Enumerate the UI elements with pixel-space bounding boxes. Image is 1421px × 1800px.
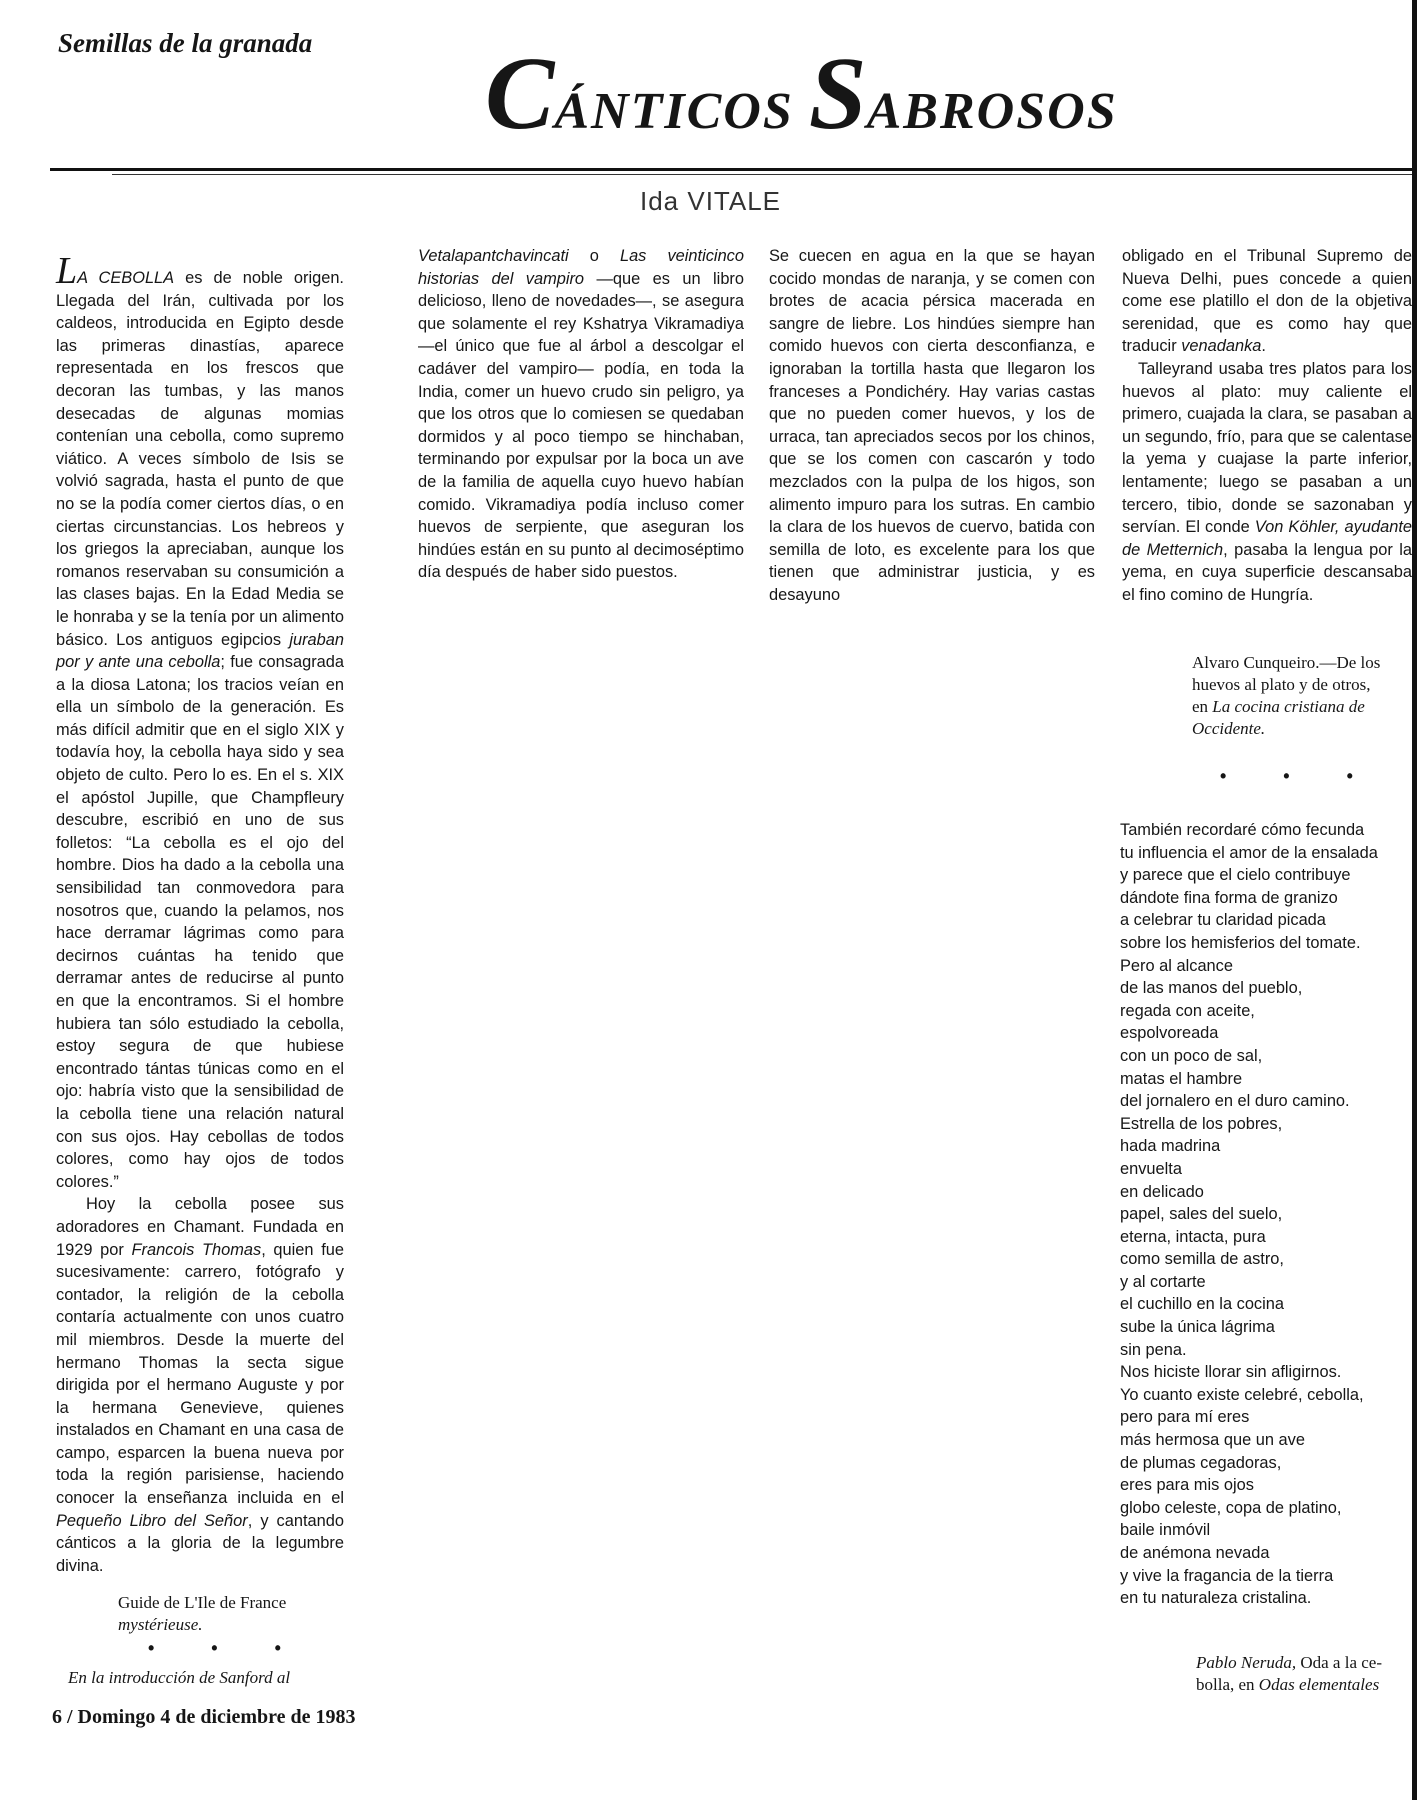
poem-line: eres para mis ojos — [1120, 1476, 1254, 1495]
attribution-neruda — [1196, 1652, 1414, 1696]
poem-line: eterna, intacta, pura — [1120, 1227, 1266, 1246]
title-word-2: ABROSOS — [866, 83, 1118, 140]
text: en — [1192, 697, 1213, 716]
text-italic: Vetalapantchavincati — [418, 247, 569, 265]
poem-line: espolvoreada — [1120, 1024, 1219, 1043]
article-column-2 — [418, 245, 744, 584]
text-italic: Las veinticinco historias del vampiro — [418, 247, 744, 288]
attribution-line: Guide de L'Ile de France — [118, 1593, 287, 1612]
title-initial-s: S — [808, 36, 867, 151]
poem-line: más hermosa que un ave — [1120, 1431, 1305, 1450]
paragraph — [56, 250, 344, 1193]
poem-line: Estrella de los pobres, — [1120, 1114, 1283, 1133]
poem-line: de las manos del pueblo, — [1120, 979, 1303, 998]
poem-line: baile inmóvil — [1120, 1521, 1211, 1540]
text-italic: Francois Thomas — [131, 1240, 262, 1259]
poem-line: matas el hambre — [1120, 1069, 1243, 1088]
poem-line: y vive la fragancia de la tierra — [1120, 1566, 1334, 1585]
article-column-4 — [1122, 245, 1412, 607]
poem-line: Nos hiciste llorar sin afligirnos. — [1120, 1363, 1342, 1382]
attribution-line: mystérieuse. — [118, 1615, 203, 1634]
paragraph — [1122, 358, 1412, 607]
poem-line: papel, sales del suelo, — [1120, 1205, 1283, 1224]
poem-line: También recordaré cómo fecunda — [1120, 821, 1365, 839]
paragraph: Se cuecen en agua en la que se hayan cocido mondas de naranja, y se comen con brotes de acacia pérsica macerada en sangre de liebre. Los hindúes siempre han comido huevos con cierta desconfianza, e ignoraban la tortilla hasta que llegaron los franceses a Pondichéry. Hay varias castas que no pueden comer huevos, y los de urraca, tan apreciados secos por los chinos, que se los comen con cascarón y todo mezclados con la pulpa de los higos, son alimento impuro para los sutras. En cambio la clara de los huevos de cuervo, batida con semilla de loto, es excelente para los que tienen que administrar justicia, y es desayuno — [769, 247, 1095, 604]
poem-line: regada con aceite, — [1120, 1001, 1255, 1020]
poem-line: pero para mí eres — [1120, 1408, 1250, 1427]
poem-line: como semilla de astro, — [1120, 1250, 1284, 1269]
text-italic: Pablo Neruda, — [1196, 1653, 1301, 1672]
page-edge — [1412, 0, 1417, 1800]
section-divider-dots: • • • — [1220, 766, 1379, 786]
poem-line: sobre los hemisferios del tomate. — [1120, 933, 1361, 952]
attribution-line — [1196, 1652, 1414, 1674]
title-rule-thin — [112, 174, 1412, 175]
page-title — [485, 36, 1185, 151]
poem-line: de plumas cegadoras, — [1120, 1453, 1282, 1472]
paragraph — [1122, 245, 1412, 358]
page-footer: 6 / Domingo 4 de diciembre de 1983 — [52, 1706, 356, 1728]
text: —que es un libro delicioso, lleno de novedades—, se asegura que solamente el rey Kshatrya Vikramadiya —el único que fue al árbol a descolgar el cadáver del vampiro— podía, en toda la India, comer un huevo crudo sin peligro, ya que los otros que lo comiesen se quedaban dormidos y al poco tiempo se hinchaban, terminando por expulsar por la boca un ave de la familia de aquella cuyo huevo habían comido. Vikramadiya podía incluso comer huevos de serpiente, que aseguran los hindúes están en su punto al decimoséptimo día después de haber sido puestos. — [418, 269, 745, 582]
poem-line: y parece que el cielo contribuye — [1120, 866, 1351, 885]
article-column-3 — [769, 245, 1095, 607]
paragraph — [56, 1193, 344, 1577]
text: , quien fue sucesivamente: carrero, fotógrafo y contador, la religión de la cebolla contaría actualmente con unos cuatro mil miembros. Desde la muerte del hermano Thomas la secta sigue dirigida por el hermano Auguste y por la hermana Genevieve, quienes instalados en Chamant en una casa de campo, esparcen la buena nueva por toda la región parisiense, haciendo conocer la enseñanza incluida en el — [56, 1240, 344, 1508]
poem-line: el cuchillo en la cocina — [1120, 1295, 1285, 1314]
poem-line: en tu naturaleza cristalina. — [1120, 1589, 1312, 1608]
text: obligado en el Tribunal Supremo de Nueva Delhi, pues concede a quien come ese platillo el don de la objetiva serenidad, que es como hay que traducir — [1122, 247, 1412, 356]
section-divider-dots: • • • — [148, 1638, 307, 1658]
text: es de noble origen. Llegada del Irán, cultivada por los caldeos, introducida en Egipto desde las primeras dinastías, aparece representada en los frescos que decoran las tumbas, y las manos desecadas de algunas momias contenían una cebolla, como supremo viático. A veces símbolo de Isis se volvió sagrada, hasta el punto de que no se la podía comer ciertos días, o en ciertas circunstancias. Los hebreos y los griegos la apreciaban, aunque los romanos reservaban su consumición a las clases bajas. En la Edad Media se le honraba y se la tenía por un alimento básico. Los antiguos egipcios — [56, 269, 344, 649]
attribution-line: Alvaro Cunqueiro.—De los — [1192, 653, 1381, 672]
text: , y cantando cánticos a la gloria de la legumbre divina. — [56, 1511, 344, 1575]
attribution-line: Occidente. — [1192, 719, 1266, 738]
lead-words: A CEBOLLA — [77, 269, 175, 287]
footnote-text: En la introducción de Sanford al — [68, 1668, 291, 1687]
text-italic: La cocina cristiana de — [1212, 697, 1365, 716]
text: o — [568, 247, 620, 265]
poem-line: tu influencia el amor de la ensalada — [1120, 843, 1378, 862]
text: . — [1261, 337, 1266, 356]
section-title: Semillas de la granada — [58, 28, 313, 58]
article-column-1 — [56, 250, 344, 1577]
poem-line: dándote fina forma de granizo — [1120, 888, 1338, 907]
poem-line: Pero al alcance — [1120, 956, 1233, 975]
attribution-line — [1192, 696, 1414, 718]
poem-line: a celebrar tu claridad picada — [1120, 911, 1326, 930]
text: Oda a la ce- — [1300, 1653, 1382, 1672]
text: ; fue consagrada a la diosa Latona; los tracios veían en ella un símbolo de la generación. Es más difícil admitir que en el siglo XIX y todavía hoy, la cebolla haya sido y sea objeto de culto. Pero lo es. En el s. XIX el apóstol Jupille, que Champfleury descubre, escribió en uno de sus folletos: “La cebolla es el ojo del hombre. Dios ha dado a la cebolla una sensibilidad tan conmovedora para nosotros que, cuando la pelamos, nos hace derramar lágrimas como para decirnos cuántas ha tenido que derramar antes de reducirse al punto en que la encontramos. Si el hombre hubiera tan sólo estudiado la cebolla, estoy segura de que hubiese encontrado tántas túnicas como en el ojo: habría visto que la sensibilidad de la cebolla tiene una relación natural con sus ojos. Hay cebollas de todos colores, como hay ojos de todos colores.” — [56, 653, 344, 1191]
attribution-line: huevos al plato y de otros, — [1192, 675, 1371, 694]
poem-line: hada madrina — [1120, 1137, 1221, 1156]
text-italic: juraban por y ante una cebolla — [56, 630, 344, 672]
text: bolla, en — [1196, 1675, 1259, 1694]
title-initial-c: C — [485, 36, 555, 151]
poem-line: sin pena. — [1120, 1340, 1187, 1359]
poem-line: Yo cuanto existe celebré, cebolla, — [1120, 1385, 1364, 1404]
text-italic: venadanka — [1181, 337, 1262, 356]
drop-cap: L — [56, 250, 78, 292]
attribution-cunqueiro — [1192, 652, 1414, 740]
paragraph — [418, 245, 744, 584]
poem-line: con un poco de sal, — [1120, 1046, 1263, 1065]
poem-line: sube la única lágrima — [1120, 1318, 1275, 1337]
text: Talleyrand usaba tres platos para los huevos al plato: muy caliente el primero, cuajada la clara, se pasaban a un segundo, frío, para que se calentase la yema y cuajase la parte inferior, lentamente; luego se pasaban a un tercero, tibio, donde se sazonaban y servían. El conde — [1122, 359, 1412, 537]
text: , pasaba la lengua por la yema, en cuya superficie descansaba el fino comino de Hungría. — [1122, 540, 1412, 604]
title-rule — [50, 168, 1412, 171]
poem-line: envuelta — [1120, 1159, 1182, 1178]
poem-line: del jornalero en el duro camino. — [1120, 1092, 1350, 1111]
attribution-guide — [118, 1592, 286, 1636]
title-word-1: ÁNTICOS — [554, 83, 809, 140]
poem-line: globo celeste, copa de platino, — [1120, 1498, 1342, 1517]
text-italic: Pequeño Libro del Señor — [56, 1511, 248, 1530]
author-byline: Ida VITALE — [639, 186, 782, 216]
attribution-line — [1196, 1674, 1414, 1696]
poem-excerpt — [1120, 819, 1412, 1610]
text: Hoy la cebolla posee sus adoradores en Chamant. Fundada en 1929 por — [56, 1195, 344, 1259]
poem-line: de anémona nevada — [1120, 1544, 1270, 1562]
poem-line: en delicado — [1120, 1182, 1204, 1201]
text-italic: Von Köhler, ayudante de Metternich — [1122, 518, 1412, 559]
text-italic: Odas elementales — [1258, 1675, 1380, 1694]
poem-line: y al cortarte — [1120, 1272, 1206, 1291]
